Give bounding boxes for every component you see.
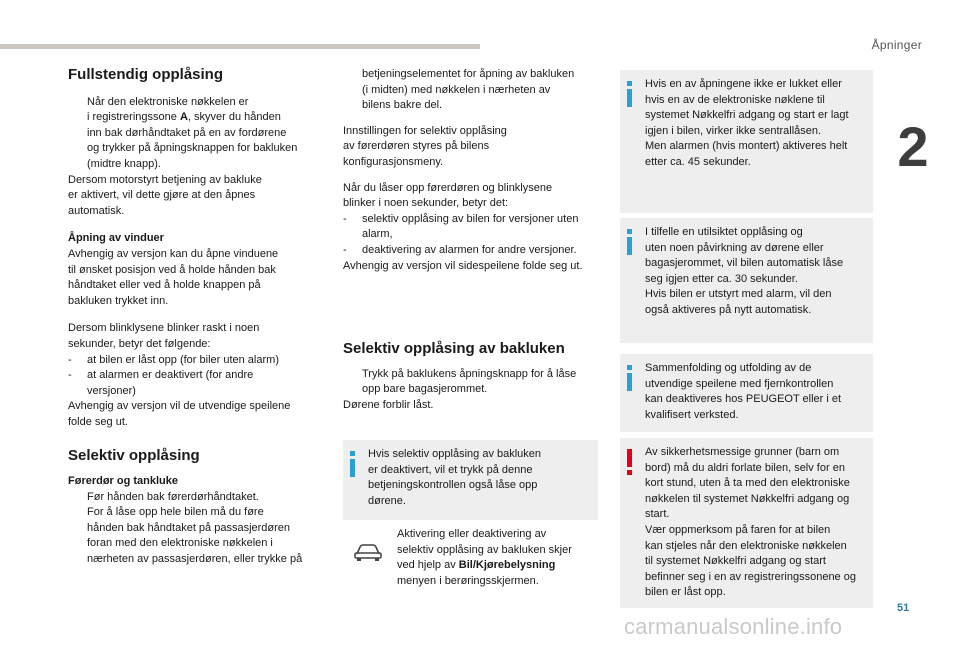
- heading-selective-unlock: Selektiv opplåsing: [68, 447, 200, 465]
- middle-column: betjeningselementet for åpning av bakluken (i midten) med nøkkelen i nærheten av bilens bakre del. Innstillingen for selektiv opplåsing av førerdøren styres på bilens konfigurasjonsmeny. Når du låser opp førerdøren og blinklysene blinker i noen sekunder, betyr det: - selektiv opplåsing av bilen for versjoner uten alarm, - deaktivering av alarmen for andre versjoner. Avhengig av versjon vil sidespeilene folde seg ut.: [343, 67, 605, 274]
- info-icon: [347, 451, 359, 477]
- page-number: 51: [897, 602, 910, 614]
- left-column: Fullstendig opplåsing Når den elektroniske nøkkelen er i registreringssone A, skyver du hånden inn bak dørhåndtaket på en av fordørene og trykker på åpningsknappen for bakluken (midtre knapp). Dersom motorstyrt betjening av bakluke er aktivert, vil dette gjøre at den åpnes automatisk. Åpning av vinduer Avhengig av versjon kan du åpne vinduene til ønsket posisjon ved å holde hånden bak håndtaket eller ved å holde knappen på bakluken trykket inn. Dersom blinklysene blinker raskt i noen sekunder, betyr det følgende: - at bilen er låst opp (for biler uten alarm) - at alarmen er deaktivert (for andre versjoner) Avhengig av versjon vil de utvendige speilene folde seg ut. Selektiv opplåsing Førerdør og tankluke Før hånden bak førerdørhåndtaket. For å låse opp hele bilen må du føre hånden bak håndtaket på passasjerdøren foran med den elektroniske nøkkelen i nærheten av passasjerdøren, eller trykke på: [68, 67, 330, 568]
- heading-full-unlock: Fullstendig opplåsing: [68, 66, 223, 83]
- dash-item: - selektiv opplåsing av bilen for versjoner uten alarm,: [343, 212, 579, 241]
- bullet-full-unlock: Når den elektroniske nøkkelen er i registreringssone A, skyver du hånden inn bak dørhåndtaket på en av fordørene og trykker på åpningsknappen for bakluken (midtre knapp).: [87, 95, 298, 170]
- header-rule: [0, 44, 480, 49]
- continued-bullet: betjeningselementet for åpning av bakluken (i midten) med nøkkelen i nærheten av bilens bakre del.: [362, 68, 575, 112]
- section-title: Åpninger: [871, 38, 922, 52]
- car-menu-text: Aktivering eller deaktivering av selektiv opplåsing av bakluken skjer ved hjelp av Bil/Kjørebelysning menyen i berøringsskjermen.: [397, 528, 572, 587]
- warning-note-children: Av sikkerhetsmessige grunner (barn om bord) må du aldri forlate bilen, selv for en kort stund, uten å ta med den elektroniske nøkkelen til systemet Nøkkelfri adgang og start. Vær oppmerksom på faren for at bilen kan stjeles når den elektroniske nøkkelen til systemet Nøkkelfri adgang og start befinner seg i en av registreringssonene og bilen er låst opp.: [620, 438, 873, 608]
- subheading-windows: Åpning av vinduer: [68, 232, 164, 245]
- bullet-whole-car: For å låse opp hele bilen må du føre hånden bak håndtaket på passasjerdøren foran med den elektroniske nøkkelen i nærheten av passasjerdøren, eller trykke på: [87, 506, 303, 566]
- warning-icon: [624, 449, 636, 475]
- dash-item: - at alarmen er deaktivert (for andre versjoner): [68, 369, 254, 397]
- info-note-mirrors: Sammenfolding og utfolding av de utvendige speilene med fjernkontrollen kan deaktiveres hos PEUGEOT eller i et kvalifisert verksted.: [620, 354, 873, 432]
- info-note-relock: I tilfelle en utilsiktet opplåsing og uten noen påvirkning av dørene eller bagasjerommet, vil bilen automatisk låse seg igjen etter ca. 30 sekunder. Hvis bilen er utstyrt med alarm, vil den også aktiveres på nytt automatisk.: [620, 218, 873, 343]
- bullet-driver: Før hånden bak førerdørhåndtaket.: [87, 490, 259, 503]
- bullet-tailgate: Trykk på baklukens åpningsknapp for å låse opp bare bagasjerommet.: [362, 367, 577, 396]
- car-icon: [353, 540, 383, 562]
- info-icon: [624, 365, 636, 391]
- watermark: carmanualsonline.info: [624, 614, 843, 639]
- heading-selective-tailgate: Selektiv opplåsing av bakluken: [343, 340, 565, 357]
- dash-item: - at bilen er låst opp (for biler uten alarm): [68, 353, 279, 366]
- dash-item: - deaktivering av alarmen for andre versjoner.: [343, 243, 577, 256]
- chapter-number: 2: [897, 115, 929, 178]
- info-note-tailgate: Hvis selektiv opplåsing av bakluken er deaktivert, vil et trykk på denne betjeningskontrollen også låse opp dørene.: [343, 440, 598, 520]
- middle-column-bakluken: Selektiv opplåsing av bakluken Trykk på baklukens åpningsknapp for å låse opp bare bagasjerommet. Dørene forblir låst.: [343, 341, 605, 413]
- info-icon: [624, 229, 636, 255]
- info-icon: [624, 81, 636, 107]
- info-note-central-lock: Hvis en av åpningene ikke er lukket eller hvis en av de elektroniske nøklene til systemet Nøkkelfri adgang og start er lagt igjen i bilen, virker ikke sentrallåsen. Men alarmen (hvis montert) aktiveres helt etter ca. 45 sekunder.: [620, 70, 873, 213]
- subheading-driver-door: Førerdør og tankluke: [68, 475, 179, 488]
